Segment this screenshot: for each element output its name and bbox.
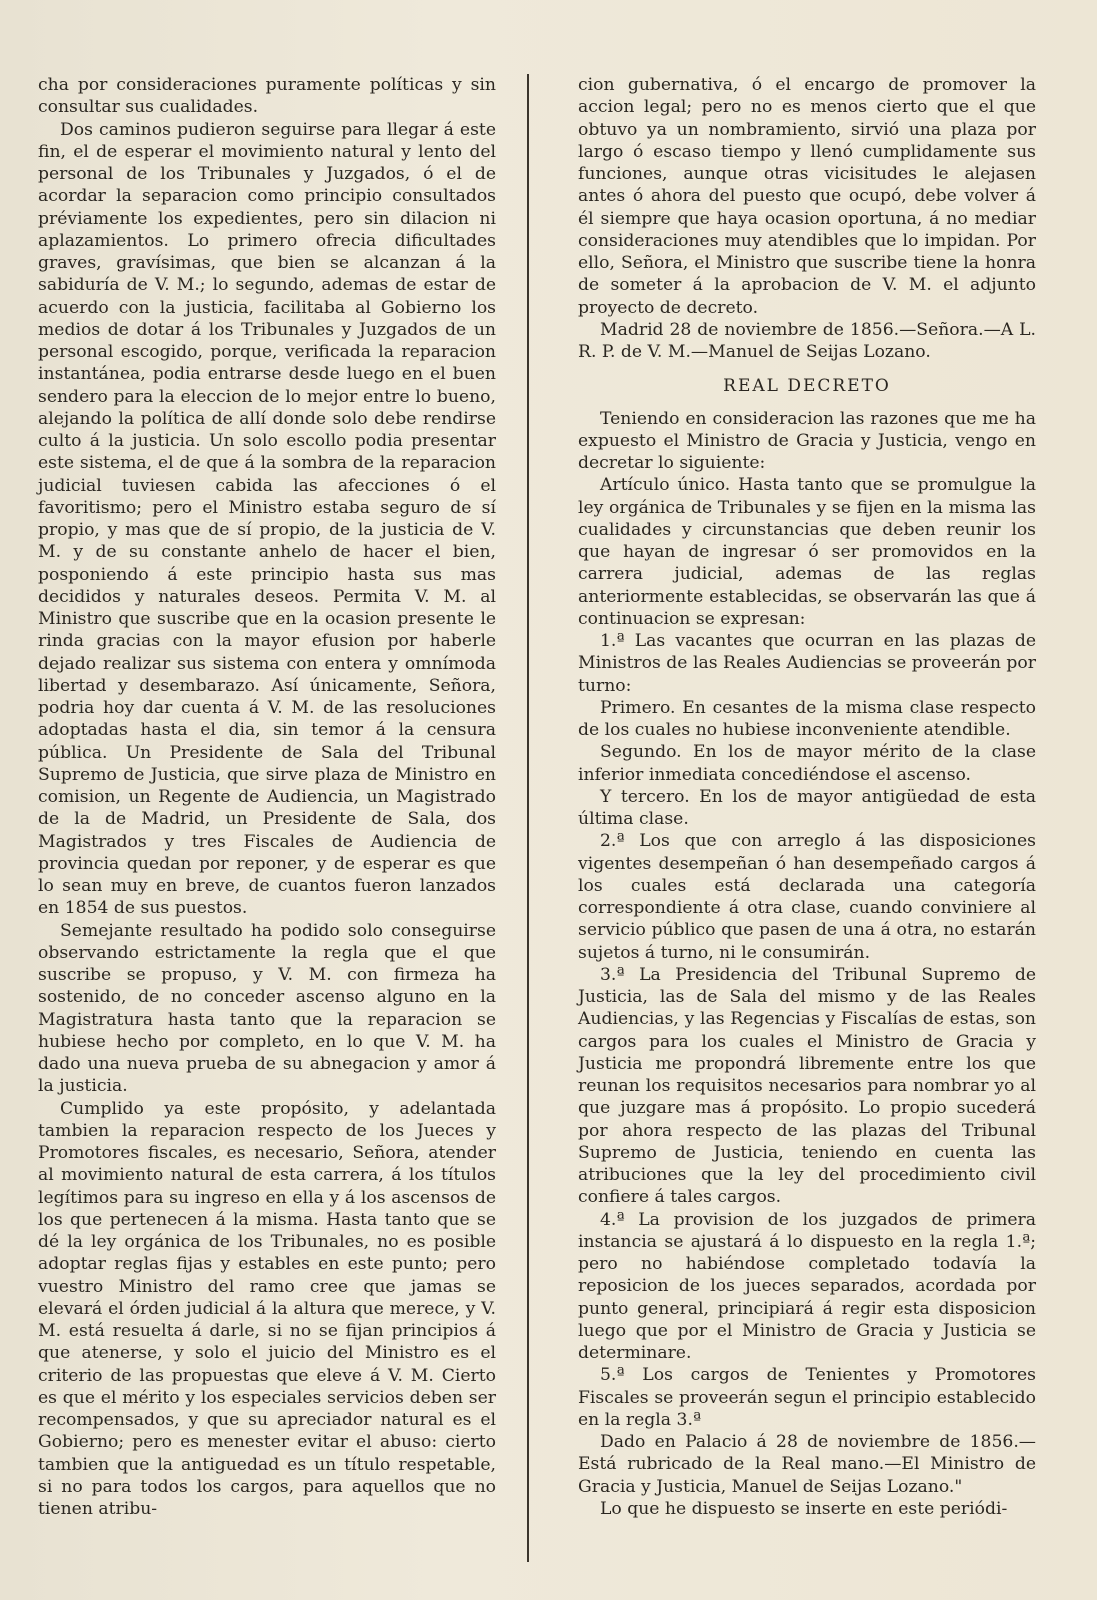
- left-paragraph: Cumplido ya este propósito, y adelantada tambien la reparacion respecto de los Jueces y Promotores fiscales, es necesario, Señora, atender al movimiento natural de esta carrera, á los títulos legítimos para su ingreso en ella y á los ascensos de los que pertenecen á la misma. Hasta tanto que se dé la ley orgánica de los Tribunales, no es posible adoptar reglas fijas y estables en este punto; pero vuestro Ministro del ramo cree que jamas se elevará el órden judicial á la altura que merece, y V. M. está resuelta á darle, si no se fijan principios á que atenerse, y solo el juicio del Ministro es el criterio de las propuestas que eleve á V. M. Cierto es que el mérito y los especiales servicios deben ser recompensados, y que su apreciador natural es el Gobierno; pero es menester evitar el abuso: cierto tambien que la antiguedad es un título respetable, si no para todos los cargos, para aquellos que no tienen atribu-: [38, 1098, 496, 1519]
- right-column: [578, 74, 1036, 1520]
- decree-rule: Primero. En cesantes de la misma clase respecto de los cuales no hubiese inconveniente atendible.: [578, 697, 1036, 740]
- decree-paragraph: Artículo único. Hasta tanto que se promulgue la ley orgánica de Tribunales y se fijen en la misma las cualidades y circunstancias que deben reunir los que hayan de ingresar ó ser promovidos en la carrera judicial, ademas de las reglas anteriormente establecidas, se observarán las que á continuacion se expresan:: [578, 475, 1036, 629]
- left-paragraph: Dos caminos pudieron seguirse para llegar á este fin, el de esperar el movimiento natural y lento del personal de los Tribunales y Juzgados, ó el de acordar la separacion como principio consultados préviamente los expedientes, pero sin dilacion ni aplazamientos. Lo primero ofrecia dificultades graves, gravísimas, que bien se alcanzan á la sabiduría de V. M.; lo segundo, ademas de estar de acuerdo con la justicia, facilitaba al Gobierno los medios de dotar á los Tribunales y Juzgados de un personal escogido, porque, verificada la reparacion instantánea, podia entrarse desde luego en el buen sendero para la eleccion de lo mejor entre lo bueno, alejando la política de allí donde solo debe rendirse culto á la justicia. Un solo escollo podia presentar este sistema, el de que á la sombra de la reparacion judicial tuviesen cabida las afecciones ó el favoritismo; pero el Ministro estaba seguro de sí propio, y mas que de sí propio, de la justicia de V. M. y de su constante anhelo de hacer el bien, posponiendo á este principio hasta sus mas decididos y naturales deseos. Permita V. M. al Ministro que suscribe que en la ocasion presente le rinda gracias con la mayor efusion por haberle dejado realizar sus sistema con entera y omnímoda libertad y desembarazo. Así únicamente, Señora, podria hoy dar cuenta á V. M. de las resoluciones adoptadas hasta el dia, sin temor á la censura pública. Un Presidente de Sala del Tribunal Supremo de Justicia, que sirve plaza de Ministro en comision, un Regente de Audiencia, un Magistrado de la de Madrid, un Presidente de Sala, dos Magistrados y tres Fiscales de Audiencia de provincia quedan por reponer, y de esperar es que lo sean muy en breve, de cuantos fueron lanzados en 1854 de sus puestos.: [38, 119, 496, 919]
- left-paragraph: Semejante resultado ha podido solo conseguirse observando estrictamente la regla que el que suscribe se propuso, y V. M. con firmeza ha sostenido, de no conceder ascenso alguno en la Magistratura hasta tanto que la reparacion se hubiese hecho por completo, en lo que V. M. ha dado una nueva prueba de su abnegacion y amor á la justicia.: [38, 920, 496, 1097]
- left-paragraph: cha por consideraciones puramente políticas y sin consultar sus cualidades.: [38, 75, 496, 118]
- signature-line: Madrid 28 de noviembre de 1856.—Señora.—A L. R. P. de V. M.—Manuel de Seijas Lozano.: [578, 319, 1036, 362]
- right-paragraph: cion gubernativa, ó el encargo de promover la accion legal; pero no es menos cierto que el que obtuvo ya un nombramiento, sirvió una plaza por largo ó escaso tiempo y llenó cumplidamente sus funciones, aunque otras vicisitudes le alejasen antes ó ahora del puesto que ocupó, debe volver á él siempre que haya ocasion oportuna, á no mediar consideraciones muy atendibles que lo impidan. Por ello, Señora, el Ministro que suscribe tiene la honra de someter á la aprobacion de V. M. el adjunto proyecto de decreto.: [578, 75, 1036, 318]
- decree-rule: 4.ª La provision de los juzgados de primera instancia se ajustará á lo dispuesto en la regla 1.ª; pero no habiéndose completado todavía la reposicion de los jueces separados, acordada por punto general, principiará á regir esta disposicion luego que por el Ministro de Gracia y Justicia se determinare.: [578, 1209, 1036, 1363]
- decree-rule: 1.ª Las vacantes que ocurran en las plazas de Ministros de las Reales Audiencias se proveerán por turno:: [578, 631, 1036, 696]
- decree-paragraph: Teniendo en consideracion las razones que me ha expuesto el Ministro de Gracia y Justicia, vengo en decretar lo siguiente:: [578, 408, 1036, 473]
- decree-rule: 3.ª La Presidencia del Tribunal Supremo de Justicia, las de Sala del mismo y de las Reales Audiencias, y las Regencias y Fiscalías de estas, son cargos para los cuales el Ministro de Gracia y Justicia me propondrá libremente entre los que reunan los requisitos necesarios para nombrar yo al que juzgare mas á propósito. Lo propio sucederá por ahora respecto de las plazas del Tribunal Supremo de Justicia, teniendo en cuenta las atribuciones que la ley del procedimiento civil confiere á tales cargos.: [578, 964, 1036, 1208]
- decree-rule: Segundo. En los de mayor mérito de la clase inferior inmediata concediéndose el ascenso.: [578, 742, 1036, 785]
- left-column: [38, 74, 496, 1520]
- decree-rule: 2.ª Los que con arreglo á las disposiciones vigentes desempeñan ó han desempeñado cargos á los cuales está declarada una categoría correspondiente á otra clase, cuando conviniere al servicio público que pasen de una á otra, no estarán sujetos á turno, ni le consumirán.: [578, 831, 1036, 963]
- decree-rule: Y tercero. En los de mayor antigüedad de esta última clase.: [578, 786, 1036, 829]
- decree-closing: Lo que he dispuesto se inserte en este periódi-: [600, 1498, 1008, 1519]
- decree-closing: Dado en Palacio á 28 de noviembre de 1856.—Está rubricado de la Real mano.—El Ministro de Gracia y Justicia, Manuel de Seijas Lozano.": [578, 1432, 1036, 1497]
- decree-title: REAL DECRETO: [723, 376, 891, 397]
- column-divider: [527, 74, 529, 1562]
- decree-rule: 5.ª Los cargos de Tenientes y Promotores Fiscales se proveerán segun el principio establecido en la regla 3.ª: [578, 1365, 1036, 1430]
